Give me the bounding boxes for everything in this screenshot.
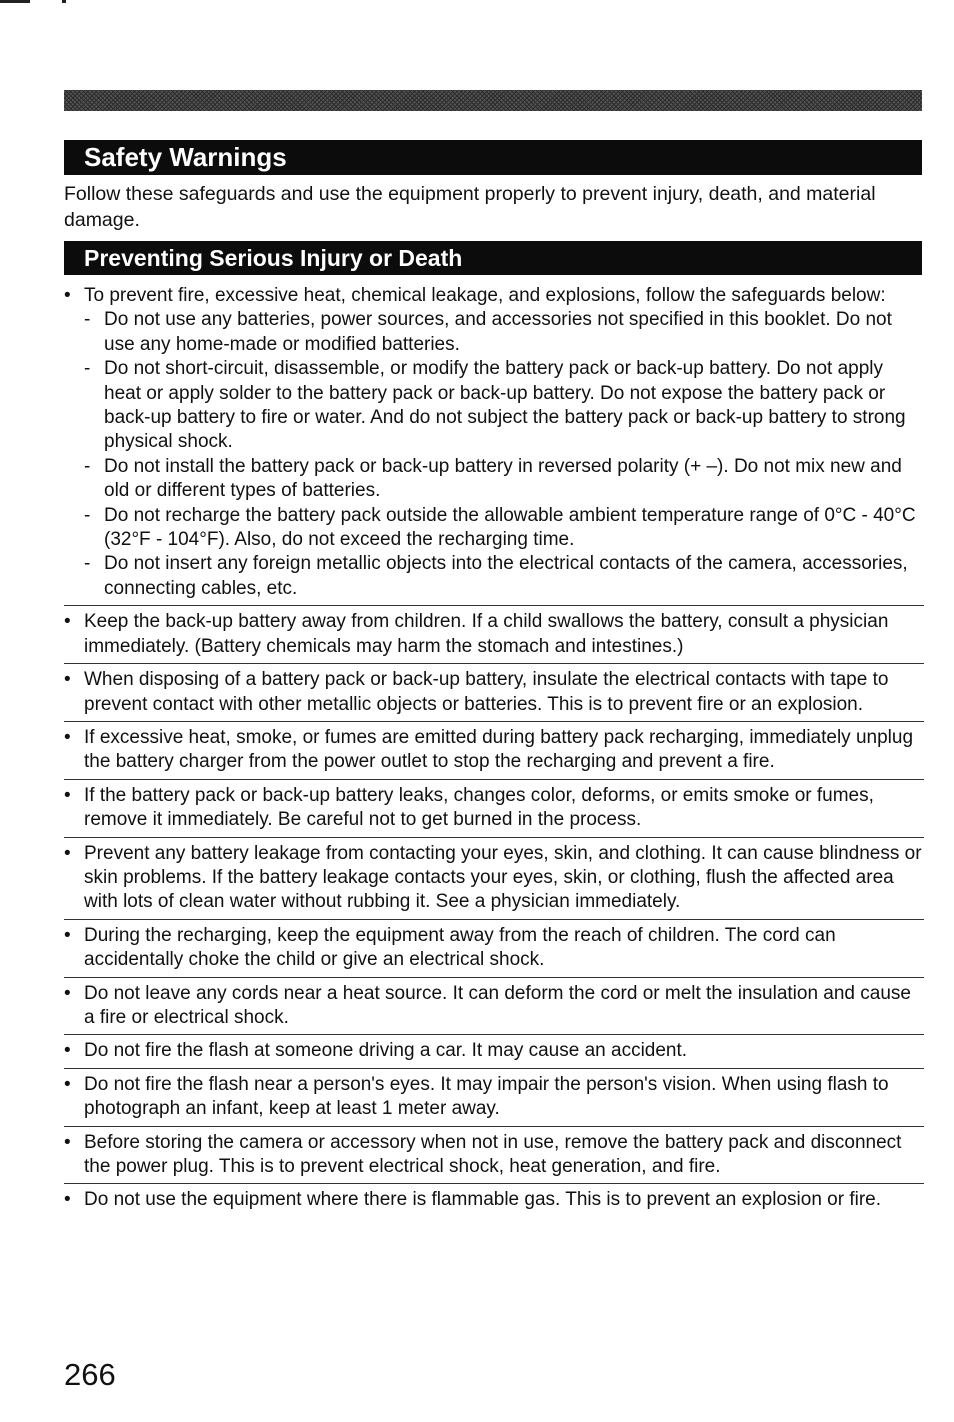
sub-item <box>84 552 924 601</box>
dash-marker: - <box>84 309 91 331</box>
safety-warnings-heading <box>64 140 922 175</box>
subheading-text: Preventing Serious Injury or Death <box>84 244 463 271</box>
sub-item-text: Do not insert any foreign metallic objects into the electrical contacts of the camera, accessories, connecting cables, etc. <box>104 553 908 599</box>
page-number: 266 <box>64 1357 116 1392</box>
item-text: If excessive heat, smoke, or fumes are emitted during battery pack recharging, immediately unplug the battery charger from the power outlet to stop the recharging and prevent a fire. <box>84 726 914 773</box>
bullet-marker: • <box>64 669 71 691</box>
dash-marker: - <box>84 358 91 380</box>
bullet-marker: • <box>64 1189 71 1211</box>
item-text: During the recharging, keep the equipment away from the reach of children. The cord can accidentally choke the child or give an electrical shock. <box>84 924 836 971</box>
heading-text: Safety Warnings <box>84 142 287 172</box>
list-item <box>64 605 924 663</box>
decorative-header-bar <box>64 90 922 111</box>
intro-text: Follow these safeguards and use the equipment properly to prevent injury, death, and material damage. <box>64 183 876 231</box>
list-item <box>64 919 924 977</box>
sub-item <box>84 357 924 455</box>
list-item <box>64 1183 924 1216</box>
bullet-marker: • <box>64 982 71 1004</box>
preventing-injury-heading <box>64 241 922 275</box>
list-item <box>64 1034 924 1067</box>
item-text: Before storing the camera or accessory when not in use, remove the battery pack and disconnect the power plug. This is to prevent electrical shock, heat generation, and fire. <box>84 1131 902 1177</box>
list-item <box>64 837 924 919</box>
item-text: Keep the back-up battery away from children. If a child swallows the battery, consult a physician immediately. (Battery chemicals may harm the stomach and intestines.) <box>84 611 889 657</box>
item-text: When disposing of a battery pack or back-up battery, insulate the electrical contacts with tape to prevent contact with other metallic objects or batteries. This is to prevent fire or an explosion. <box>84 669 889 715</box>
list-item <box>64 721 924 779</box>
sub-item-text: Do not install the battery pack or back-up battery in reversed polarity (+ –). Do not mix new and old or different types of batteries. <box>104 455 902 502</box>
bullet-marker: • <box>64 1131 71 1153</box>
bullet-marker: • <box>64 924 71 946</box>
dash-marker: - <box>84 455 91 477</box>
sub-item-text: Do not short-circuit, disassemble, or modify the battery pack or back-up battery. Do not apply heat or apply solder to the battery pack or back-up battery. Do not expose the battery pack or back-up battery to fire or water. And do not subject the battery pack or back-up battery to strong physical shock. <box>104 358 906 453</box>
bullet-marker: • <box>64 1073 71 1095</box>
list-item <box>64 1068 924 1126</box>
warnings-list <box>64 284 924 1217</box>
item-text: Do not fire the flash at someone driving a car. It may cause an accident. <box>84 1040 688 1062</box>
list-item <box>64 1126 924 1184</box>
item-text: If the battery pack or back-up battery leaks, changes color, deforms, or emits smoke or fumes, remove it immediately. Be careful not to get burned in the process. <box>84 784 874 831</box>
sub-item <box>84 455 924 504</box>
sub-item <box>84 504 924 553</box>
item-text: Prevent any battery leakage from contacting your eyes, skin, and clothing. It can cause blindness or skin problems. If the battery leakage contacts your eyes, skin, or clothing, flush the affected area with lots of clean water without rubbing it. See a physician immediately. <box>84 842 922 913</box>
sub-item <box>84 308 924 357</box>
item-text: To prevent fire, excessive heat, chemical leakage, and explosions, follow the safeguards below: <box>84 285 886 306</box>
corner-crop-dot <box>62 0 66 3</box>
list-item <box>64 779 924 837</box>
list-item <box>64 663 924 721</box>
bullet-marker: • <box>64 842 71 864</box>
list-item <box>64 977 924 1035</box>
list-item <box>64 284 924 605</box>
bullet-marker: • <box>64 726 71 748</box>
bullet-marker: • <box>64 285 71 306</box>
item-text: Do not fire the flash near a person's eyes. It may impair the person's vision. When using flash to photograph an infant, keep at least 1 meter away. <box>84 1073 889 1120</box>
bullet-marker: • <box>64 1040 71 1062</box>
dash-marker: - <box>84 553 91 575</box>
item-text: Do not use the equipment where there is flammable gas. This is to prevent an explosion or fire. <box>84 1189 882 1211</box>
corner-crop-mark <box>0 0 30 3</box>
bullet-marker: • <box>64 784 71 806</box>
item-text: Do not leave any cords near a heat source. It can deform the cord or melt the insulation and cause a fire or electrical shock. <box>84 982 911 1028</box>
sub-item-text: Do not use any batteries, power sources, and accessories not specified in this booklet. Do not use any home-made or modified batteries. <box>104 309 892 355</box>
bullet-marker: • <box>64 611 71 633</box>
dash-marker: - <box>84 504 91 526</box>
sub-item-text: Do not recharge the battery pack outside the allowable ambient temperature range of 0°C - 40°C (32°F - 104°F). Also, do not exceed the recharging time. <box>104 504 916 551</box>
